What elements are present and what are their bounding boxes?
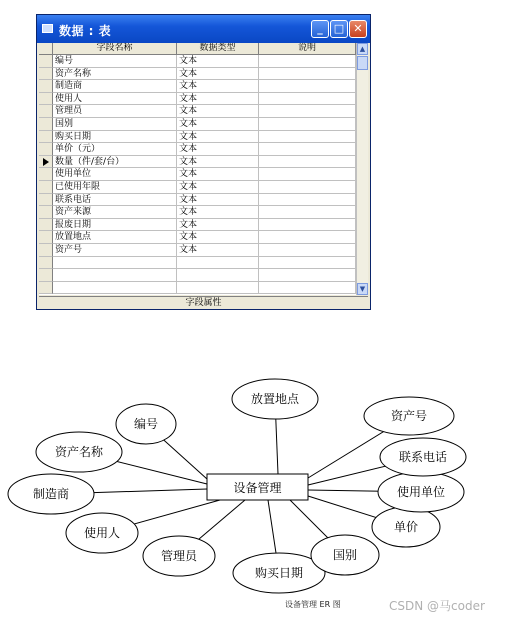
minimize-icon[interactable]: _	[311, 20, 329, 38]
watermark: CSDN @马coder	[389, 599, 485, 613]
window-title: 数据 : 表	[59, 24, 112, 38]
column-header-data-type[interactable]: 数据类型	[177, 43, 259, 55]
data-type-cell[interactable]: 文本	[177, 219, 259, 232]
data-type-cell[interactable]: 文本	[177, 105, 259, 118]
data-type-cell[interactable]: 文本	[177, 143, 259, 156]
data-type-cell[interactable]: 文本	[177, 206, 259, 219]
field-name-cell[interactable]: 资产名称	[53, 68, 177, 81]
close-icon[interactable]: ✕	[349, 20, 367, 38]
field-name-cell[interactable]: 使用单位	[53, 168, 177, 181]
data-type-cell[interactable]: 文本	[177, 231, 259, 244]
maximize-icon[interactable]: □	[330, 20, 348, 38]
attribute-label: 编号	[133, 417, 159, 431]
field-name-cell[interactable]: 资产号	[53, 244, 177, 257]
field-properties-bar: 字段属性	[39, 296, 368, 309]
data-type-cell[interactable]: 文本	[177, 156, 259, 169]
diagram-caption: 设备管理 ER 图	[285, 600, 341, 609]
data-type-cell[interactable]: 文本	[177, 93, 259, 106]
field-name-cell[interactable]: 已使用年限	[53, 181, 177, 194]
data-type-cell[interactable]: 文本	[177, 168, 259, 181]
data-type-cell[interactable]: 文本	[177, 131, 259, 144]
attribute-label: 国别	[332, 548, 358, 562]
field-name-cell[interactable]: 制造商	[53, 80, 177, 93]
data-type-cell[interactable]: 文本	[177, 194, 259, 207]
attribute-label: 联系电话	[398, 450, 448, 464]
attribute-label: 单价	[393, 520, 419, 534]
data-type-cell[interactable]: 文本	[177, 80, 259, 93]
field-name-cell[interactable]: 编号	[53, 55, 177, 68]
field-name-cell[interactable]: 数量（件/套/台）	[53, 156, 177, 169]
column-header-description[interactable]: 说明	[259, 43, 356, 55]
attribute-label: 购买日期	[254, 566, 304, 580]
field-name-cell[interactable]: 管理员	[53, 105, 177, 118]
field-name-cell[interactable]: 资产来源	[53, 206, 177, 219]
field-name-cell[interactable]: 国别	[53, 118, 177, 131]
field-name-cell[interactable]: 联系电话	[53, 194, 177, 207]
field-name-cell[interactable]: 单价（元）	[53, 143, 177, 156]
field-name-cell[interactable]: 购买日期	[53, 131, 177, 144]
attribute-label: 使用人	[83, 526, 121, 540]
attribute-label: 放置地点	[250, 392, 300, 406]
data-type-cell[interactable]: 文本	[177, 55, 259, 68]
data-type-cell[interactable]: 文本	[177, 244, 259, 257]
entity-label: 设备管理	[233, 481, 282, 495]
field-name-cell[interactable]: 放置地点	[53, 231, 177, 244]
arrow-down-icon[interactable]: ▼	[357, 283, 368, 295]
data-type-cell[interactable]: 文本	[177, 68, 259, 81]
data-type-cell[interactable]: 文本	[177, 118, 259, 131]
column-header-field-name[interactable]: 字段名称	[53, 43, 177, 55]
arrow-up-icon[interactable]: ▲	[357, 43, 368, 55]
attribute-label: 资产号	[390, 409, 428, 423]
field-name-cell[interactable]: 报废日期	[53, 219, 177, 232]
data-type-cell[interactable]: 文本	[177, 181, 259, 194]
attribute-label: 使用单位	[396, 485, 446, 499]
attribute-label: 制造商	[32, 487, 70, 501]
attribute-label: 资产名称	[54, 445, 104, 459]
attribute-label: 管理员	[160, 549, 198, 563]
field-name-cell[interactable]: 使用人	[53, 93, 177, 106]
